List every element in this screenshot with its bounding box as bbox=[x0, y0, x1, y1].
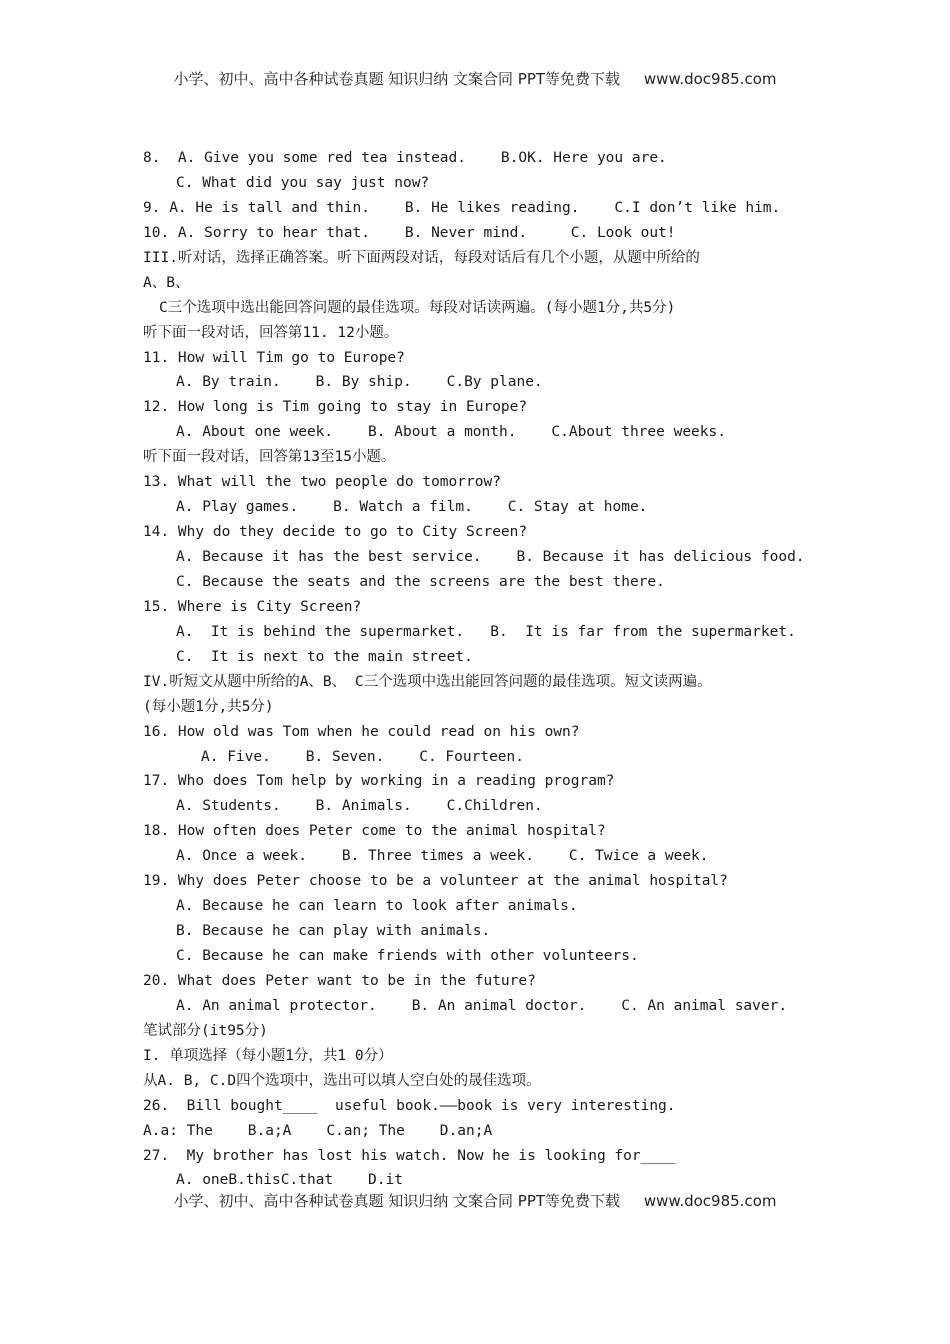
page-header bbox=[0, 68, 950, 89]
section-iii-heading: III.听对话，选择正确答案。听下面两段对话，每段对话后有几个小题，从题中所给的 bbox=[143, 249, 700, 266]
exam-content bbox=[143, 146, 823, 1193]
section-iii-heading-cont: A、B、 bbox=[143, 274, 190, 291]
q14-question: 14. Why do they decide to go to City Screen? bbox=[143, 524, 528, 541]
dialogue-1-intro: 听下面一段对话，回答第11. 12小题。 bbox=[143, 324, 399, 341]
q26-options: A.a: The B.a;A C.an; The D.an;A bbox=[143, 1122, 493, 1139]
section-iii-instructions: C三个选项中选出能回答问题的最佳选项。每段对话读两遍。(每小题1分,共5分) bbox=[159, 299, 676, 316]
q8-line: 8. A. Give you some red tea instead. B.OK. Here you are. bbox=[143, 150, 667, 166]
q14-options-ab: A. Because it has the best service. B. Because it has delicious food. bbox=[176, 549, 805, 565]
q19-question: 19. Why does Peter choose to be a volunteer at the animal hospital? bbox=[143, 873, 728, 890]
q15-options-ab: A. It is behind the supermarket. B. It is far from the supermarket. bbox=[176, 623, 796, 640]
q27-question: 27. My brother has lost his watch. Now he is looking for____ bbox=[143, 1147, 676, 1164]
section-i-instructions: 从A. B, C.D四个选项中，选出可以填人空白处的晟佳选项。 bbox=[143, 1072, 541, 1089]
footer-site: www.doc985.com bbox=[643, 1192, 777, 1210]
q27-options: A. oneB.thisC.that D.it bbox=[176, 1172, 403, 1189]
q16-question: 16. How old was Tom when he could read on his own? bbox=[143, 723, 580, 740]
q19-option-a: A. Because he can learn to look after animals. bbox=[176, 898, 578, 915]
q12-question: 12. How long is Tim going to stay in Europe? bbox=[143, 399, 528, 416]
footer-text: 小学、初中、高中各种试卷真题 知识归纳 文案合同 PPT等免费下载 bbox=[173, 1192, 621, 1210]
dialogue-2-intro: 听下面一段对话，回答第13至15小题。 bbox=[143, 449, 396, 466]
q14-option-c: C. Because the seats and the screens are the best there. bbox=[176, 573, 665, 590]
q20-options: A. An animal protector. B. An animal doctor. C. An animal saver. bbox=[176, 997, 788, 1014]
q15-option-c: C. It is next to the main street. bbox=[176, 648, 473, 665]
section-i-heading: I. 单项选择（每小题1分，共1 0分） bbox=[143, 1047, 393, 1064]
q19-option-c: C. Because he can make friends with other volunteers. bbox=[176, 948, 639, 964]
q10-line: 10. A. Sorry to hear that. B. Never mind. C. Look out! bbox=[143, 224, 676, 241]
q16-options: A. Five. B. Seven. C. Fourteen. bbox=[201, 748, 525, 765]
q13-options: A. Play games. B. Watch a film. C. Stay at home. bbox=[176, 499, 648, 516]
q11-options: A. By train. B. By ship. C.By plane. bbox=[176, 374, 543, 391]
q18-question: 18. How often does Peter come to the animal hospital? bbox=[143, 823, 606, 840]
q19-option-b: B. Because he can play with animals. bbox=[176, 923, 491, 940]
header-text: 小学、初中、高中各种试卷真题 知识归纳 文案合同 PPT等免费下载 bbox=[173, 70, 621, 88]
q12-options: A. About one week. B. About a month. C.About three weeks. bbox=[176, 424, 726, 441]
q17-options: A. Students. B. Animals. C.Children. bbox=[176, 798, 543, 815]
q15-question: 15. Where is City Screen? bbox=[143, 598, 362, 615]
q8-option-c: C. What did you say just now? bbox=[176, 174, 430, 191]
q26-question: 26. Bill bought____ useful book.——book is very interesting. bbox=[143, 1097, 676, 1114]
q20-question: 20. What does Peter want to be in the future? bbox=[143, 972, 536, 989]
written-part-heading: 笔试部分(it95分) bbox=[143, 1022, 268, 1039]
q9-line: 9. A. He is tall and thin. B. He likes reading. C.I don’t like him. bbox=[143, 199, 781, 216]
q17-question: 17. Who does Tom help by working in a reading program? bbox=[143, 773, 615, 790]
section-iv-heading: IV.听短文从题中所给的A、B、 C三个选项中选出能回答问题的最佳选项。短文读两遍。 bbox=[143, 673, 712, 690]
section-iv-scoring: (每小题1分,共5分) bbox=[143, 698, 274, 715]
page-footer bbox=[0, 1190, 950, 1211]
q11-question: 11. How will Tim go to Europe? bbox=[143, 349, 405, 366]
header-site: www.doc985.com bbox=[643, 70, 777, 88]
q13-question: 13. What will the two people do tomorrow? bbox=[143, 474, 501, 491]
q18-options: A. Once a week. B. Three times a week. C. Twice a week. bbox=[176, 848, 709, 865]
